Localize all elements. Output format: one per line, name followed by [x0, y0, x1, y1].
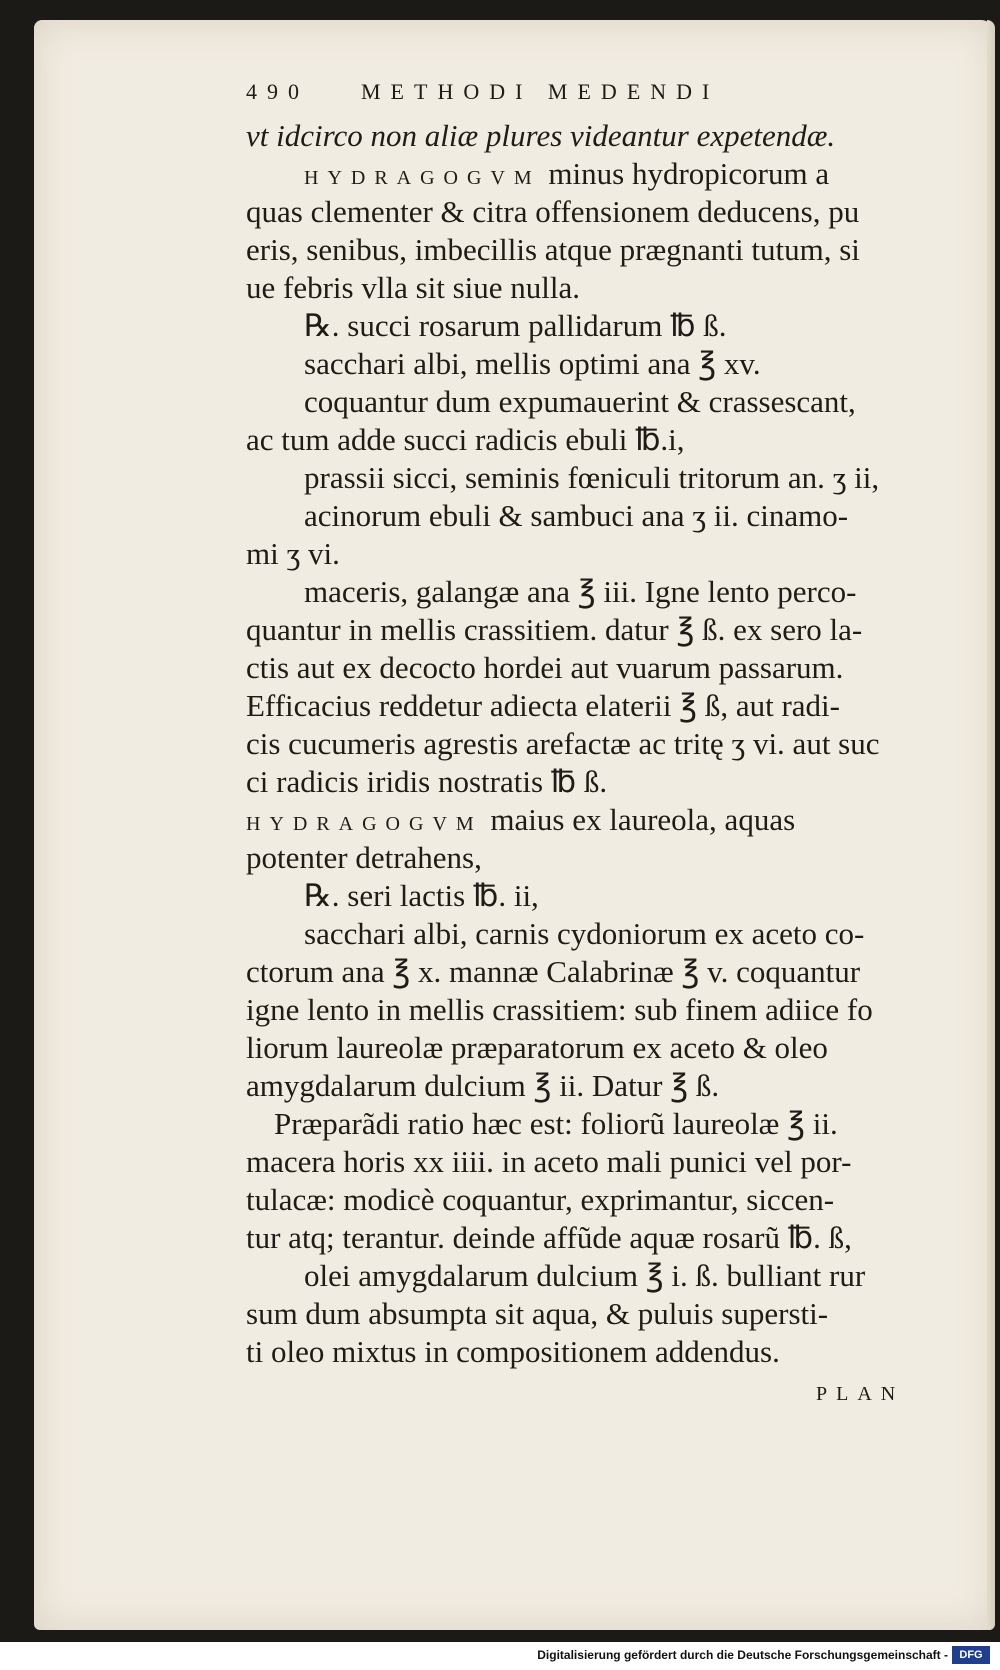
text-line: ue febris vlla sit siue nulla. [246, 270, 581, 305]
text-line: amygdalarum dulcium ℥ ii. Datur ℥ ß. [246, 1068, 720, 1103]
text-line: tur atq; terantur. deinde affũde aquæ rosarũ ℔. ß, [246, 1220, 852, 1255]
text-line: ac tum adde succi radicis ebuli ℔.i, [246, 422, 685, 457]
text-line: sacchari albi, carnis cydoniorum ex aceto co- [304, 916, 865, 951]
text-line: igne lento in mellis crassitiem: sub finem adiice fo [246, 992, 873, 1027]
text-line: olei amygdalarum dulcium ℥ i. ß. bulliant rur [304, 1258, 866, 1293]
text-line: sum dum absumpta sit aqua, & puluis supersti- [246, 1296, 829, 1331]
text-line: ℞. seri lactis ℔. ii, [304, 878, 539, 913]
text-line: quas clementer & citra offensionem deducens, pu [246, 194, 860, 229]
page-edge [987, 20, 995, 1630]
text-line: acinorum ebuli & sambuci ana ʒ ii. cinamo- [304, 498, 849, 533]
text-line: HYDRAGOGVM minus hydropicorum a [304, 156, 830, 191]
text-line: tulacæ: modicè coquantur, exprimantur, siccen- [246, 1182, 835, 1217]
text-line: liorum laureolæ præparatorum ex aceto & oleo [246, 1030, 828, 1065]
text-line: Præparãdi ratio hæc est: foliorũ laureolæ ℥ ii. [274, 1106, 838, 1141]
text-line: ctis aut ex decocto hordei aut vuarum passarum. [246, 650, 844, 685]
page-header [246, 72, 719, 112]
text-line: ℞. succi rosarum pallidarum ℔ ß. [304, 308, 727, 343]
text-line: ci radicis iridis nostratis ℔ ß. [246, 764, 608, 799]
running-head: METHODI MEDENDI [361, 79, 720, 104]
text-line: eris, senibus, imbecillis atque prægnanti tutum, si [246, 232, 860, 267]
text-line: vt idcirco non aliæ plures videantur expetendæ. [246, 118, 836, 153]
text-line: macera horis xx iiii. in aceto mali punici vel por- [246, 1144, 852, 1179]
text-line: ctorum ana ℥ x. mannæ Calabrinæ ℥ v. coquantur [246, 954, 861, 989]
dfg-logo: DFG [952, 1646, 990, 1664]
footer-bar [0, 1642, 1000, 1670]
text-line: coquantur dum expumauerint & crassescant, [304, 384, 856, 419]
page-number: 490 [246, 79, 309, 104]
text-line: potenter detrahens, [246, 840, 482, 875]
text-line: maceris, galangæ ana ℥ iii. Igne lento perco- [304, 574, 857, 609]
text-line: cis cucumeris agrestis arefactæ ac tritę ʒ vi. aut suc [246, 726, 880, 761]
text-line: quantur in mellis crassitiem. datur ℥ ß. ex sero la- [246, 612, 863, 647]
text-line: prassii sicci, seminis fœniculi tritorum an. ʒ ii, [304, 460, 880, 495]
text-line: Efficacius reddetur adiecta elaterii ℥ ß, aut radi- [246, 688, 840, 723]
text-line: ti oleo mixtus in compositionem addendus. [246, 1334, 780, 1369]
text-line: sacchari albi, mellis optimi ana ℥ xv. [304, 346, 761, 381]
catchword: PLAN [816, 1383, 905, 1405]
small-caps-heading: HYDRAGOGVM [246, 813, 483, 835]
text-line: HYDRAGOGVM maius ex laureola, aquas [246, 802, 796, 837]
small-caps-heading: HYDRAGOGVM [304, 167, 541, 189]
funding-credit: Digitalisierung gefördert durch die Deutsche Forschungsgemeinschaft - [537, 1648, 948, 1662]
text-line: mi ʒ vi. [246, 536, 340, 571]
